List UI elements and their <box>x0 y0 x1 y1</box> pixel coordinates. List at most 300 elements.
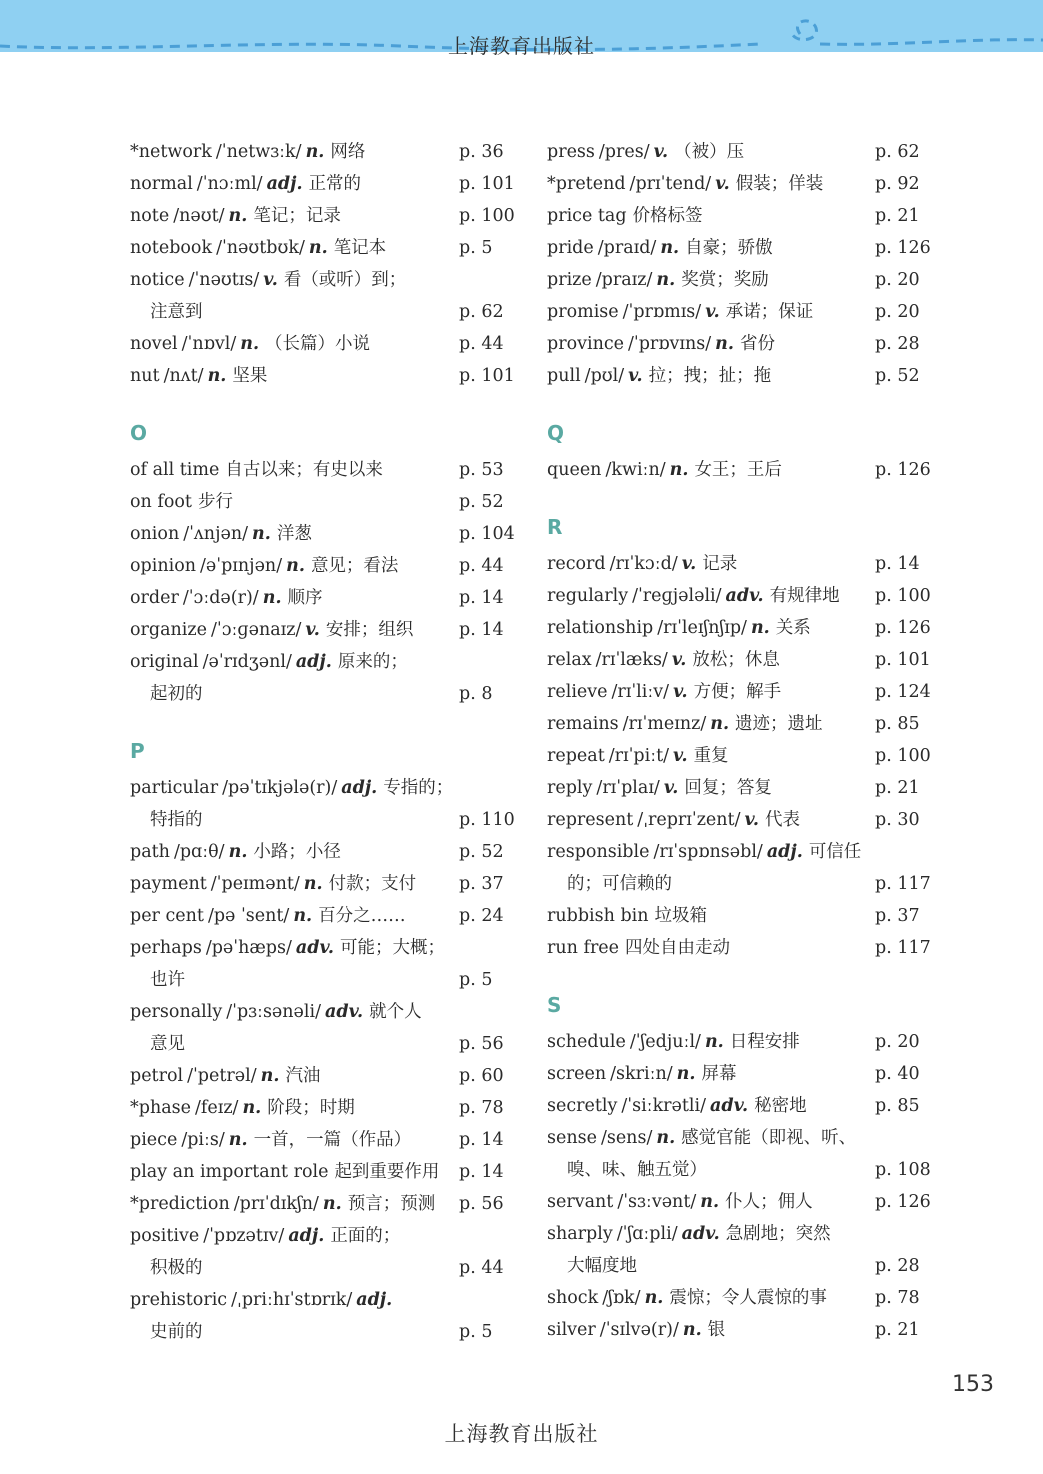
phonetic: /əˈpɪnjən/ <box>200 556 283 576</box>
headword: sense <box>547 1128 597 1148</box>
page-reference: p. 53 <box>459 460 504 480</box>
page-reference: p. 104 <box>459 524 515 544</box>
chinese-meaning: 拉；拽；扯；拖 <box>648 366 772 386</box>
headword: path <box>130 842 170 862</box>
glossary-entry <box>130 614 522 646</box>
glossary-entry <box>547 580 939 612</box>
chinese-meaning: 步行 <box>197 492 233 512</box>
page-reference: p. 28 <box>875 334 920 354</box>
part-of-speech: adj. <box>356 1290 393 1310</box>
part-of-speech: v. <box>263 270 278 290</box>
page-reference: p. 44 <box>459 334 504 354</box>
glossary-entry <box>547 548 939 580</box>
entry-continuation <box>547 1250 939 1282</box>
headword: regularly <box>547 586 629 606</box>
page-reference: p. 85 <box>875 1096 920 1116</box>
page-reference: p. 44 <box>459 556 504 576</box>
chinese-meaning: 看（或听）到； <box>283 270 407 290</box>
glossary-entry <box>130 836 522 868</box>
headword: price tag <box>547 206 627 226</box>
glossary-entry <box>130 360 522 392</box>
chinese-meaning: 积极的 <box>150 1258 203 1278</box>
headword: run free <box>547 938 620 958</box>
page-number: 153 <box>952 1372 994 1397</box>
glossary-entry <box>547 168 939 200</box>
glossary-entry <box>547 1282 939 1314</box>
glossary-column-left <box>130 136 522 1348</box>
page-reference: p. 14 <box>459 1130 504 1150</box>
headword: responsible <box>547 842 650 862</box>
chinese-meaning: 洋葱 <box>276 524 312 544</box>
page-reference: p. 5 <box>459 238 493 258</box>
glossary-entry <box>547 644 939 676</box>
glossary-entry <box>130 454 522 486</box>
phonetic: /feɪz/ <box>195 1098 239 1118</box>
chinese-meaning: 起初的 <box>150 684 203 704</box>
glossary-entry <box>130 996 522 1028</box>
glossary-entry <box>130 582 522 614</box>
chinese-meaning: 屏幕 <box>701 1064 737 1084</box>
page-reference: p. 14 <box>875 554 920 574</box>
chinese-meaning: （长篇）小说 <box>265 334 371 354</box>
phonetic: /skriːn/ <box>610 1064 673 1084</box>
glossary-entry <box>547 1314 939 1346</box>
glossary-entry <box>547 1218 939 1250</box>
headword: *pretend <box>547 174 626 194</box>
part-of-speech: n. <box>262 588 282 608</box>
headword: servant <box>547 1192 614 1212</box>
page-reference: p. 126 <box>875 460 931 480</box>
entry-continuation <box>130 296 522 328</box>
part-of-speech: adj. <box>341 778 378 798</box>
phonetic: /ˈnetwɜːk/ <box>215 142 302 162</box>
headword: notice <box>130 270 185 290</box>
headword: positive <box>130 1226 200 1246</box>
part-of-speech: n. <box>242 1098 262 1118</box>
page-reference: p. 40 <box>875 1064 920 1084</box>
chinese-meaning: 专指的； <box>383 778 454 798</box>
part-of-speech: v. <box>673 746 688 766</box>
part-of-speech: n. <box>305 142 325 162</box>
section-letter: Q <box>547 421 565 445</box>
headword: novel <box>130 334 178 354</box>
headword: *network <box>130 142 212 162</box>
glossary-entry <box>130 1092 522 1124</box>
page-reference: p. 60 <box>459 1066 504 1086</box>
chinese-meaning: 意见 <box>150 1034 185 1054</box>
phonetic: /ˈɔːdə(r)/ <box>182 588 259 608</box>
glossary-entry <box>547 1186 939 1218</box>
page-reference: p. 126 <box>875 618 931 638</box>
part-of-speech: n. <box>644 1288 664 1308</box>
headword: record <box>547 554 606 574</box>
part-of-speech: n. <box>700 1192 720 1212</box>
glossary-entry <box>130 1220 522 1252</box>
entry-continuation <box>130 1028 522 1060</box>
page-reference: p. 14 <box>459 620 504 640</box>
glossary-entry <box>130 1284 522 1316</box>
headword: particular <box>130 778 219 798</box>
phonetic: /ˈnəʊtɪs/ <box>188 270 260 290</box>
headword: original <box>130 652 199 672</box>
headword: repeat <box>547 746 605 766</box>
page-reference: p. 92 <box>875 174 920 194</box>
glossary-entry <box>547 932 939 964</box>
page-reference: p. 5 <box>459 970 493 990</box>
page-reference: p. 30 <box>875 810 920 830</box>
headword: screen <box>547 1064 607 1084</box>
page-reference: p. 108 <box>875 1160 931 1180</box>
part-of-speech: adj. <box>766 842 803 862</box>
phonetic: /rɪˈleɪʃnʃɪp/ <box>657 618 747 638</box>
headword: nut <box>130 366 160 386</box>
part-of-speech: v. <box>305 620 320 640</box>
chinese-meaning: 假装；佯装 <box>735 174 824 194</box>
phonetic: /pres/ <box>598 142 650 162</box>
glossary-entry <box>130 136 522 168</box>
headword: payment <box>130 874 207 894</box>
phonetic: /ˈprɒvɪns/ <box>628 334 712 354</box>
part-of-speech: n. <box>293 906 313 926</box>
glossary-entry <box>130 486 522 518</box>
headword: per cent <box>130 906 204 926</box>
page-reference: p. 21 <box>875 778 920 798</box>
chinese-meaning: 意见；看法 <box>310 556 399 576</box>
chinese-meaning: 震惊；令人震惊的事 <box>669 1288 827 1308</box>
chinese-meaning: 的；可信赖的 <box>567 874 672 894</box>
part-of-speech: n. <box>656 270 676 290</box>
entry-continuation <box>547 1154 939 1186</box>
part-of-speech: adj. <box>288 1226 325 1246</box>
page-reference: p. 52 <box>459 492 504 512</box>
part-of-speech: n. <box>750 618 770 638</box>
headword: petrol <box>130 1066 184 1086</box>
glossary-entry <box>547 836 939 868</box>
chinese-meaning: 日程安排 <box>729 1032 800 1052</box>
phonetic: /ˈpeɪmənt/ <box>210 874 300 894</box>
glossary-entry <box>547 1058 939 1090</box>
page-reference: p. 110 <box>459 810 515 830</box>
glossary-entry <box>130 900 522 932</box>
chinese-meaning: 百分之…… <box>318 906 406 926</box>
entry-continuation <box>130 1252 522 1284</box>
page-reference: p. 21 <box>875 1320 920 1340</box>
page-reference: p. 37 <box>459 874 504 894</box>
chinese-meaning: 特指的 <box>150 810 203 830</box>
page-reference: p. 20 <box>875 302 920 322</box>
part-of-speech: v. <box>653 142 669 162</box>
chinese-meaning: 正常的 <box>308 174 362 194</box>
headword: queen <box>547 460 602 480</box>
chinese-meaning: 急剧地；突然 <box>725 1224 831 1244</box>
headword: prize <box>547 270 592 290</box>
part-of-speech: adv. <box>710 1096 749 1116</box>
headword: organize <box>130 620 207 640</box>
part-of-speech: n. <box>682 1320 702 1340</box>
headword: secretly <box>547 1096 618 1116</box>
part-of-speech: n. <box>228 842 248 862</box>
glossary-entry <box>547 676 939 708</box>
headword: piece <box>130 1130 178 1150</box>
headword: perhaps <box>130 938 202 958</box>
part-of-speech: adj. <box>266 174 303 194</box>
phonetic: /rɪˈmeɪnz/ <box>622 714 707 734</box>
phonetic: /rɪˈspɒnsəbl/ <box>653 842 763 862</box>
part-of-speech: n. <box>260 1066 280 1086</box>
page-reference: p. 20 <box>875 270 920 290</box>
chinese-meaning: 秘密地 <box>754 1096 807 1116</box>
phonetic: /prɪˈtend/ <box>629 174 712 194</box>
phonetic: /ˈpetrəl/ <box>187 1066 257 1086</box>
part-of-speech: n. <box>704 1032 724 1052</box>
headword: play an important role <box>130 1162 329 1182</box>
headword: *prediction <box>130 1194 230 1214</box>
headword: relax <box>547 650 592 670</box>
part-of-speech: n. <box>252 524 271 544</box>
chinese-meaning: 回复；答复 <box>684 778 772 798</box>
phonetic: /ˌpriːhɪˈstɒrɪk/ <box>231 1290 353 1310</box>
glossary-entry <box>547 328 939 360</box>
headword: of all time <box>130 460 220 480</box>
glossary-entry <box>130 168 522 200</box>
part-of-speech: n. <box>669 460 689 480</box>
phonetic: /ˌreprɪˈzent/ <box>637 810 741 830</box>
headword: represent <box>547 810 634 830</box>
page-reference: p. 44 <box>459 1258 504 1278</box>
phonetic: /pə ˈsent/ <box>207 906 290 926</box>
phonetic: /ˈsɜːvənt/ <box>617 1192 697 1212</box>
page-reference: p. 117 <box>875 874 931 894</box>
section-letter: S <box>547 993 562 1017</box>
entry-continuation <box>130 964 522 996</box>
headword: schedule <box>547 1032 626 1052</box>
glossary-entry <box>547 232 939 264</box>
part-of-speech: adj. <box>295 652 332 672</box>
part-of-speech: n. <box>322 1194 342 1214</box>
glossary-entry <box>547 772 939 804</box>
chinese-meaning: 仆人；佣人 <box>725 1192 813 1212</box>
chinese-meaning: 就个人 <box>369 1002 422 1022</box>
page-reference: p. 37 <box>875 906 920 926</box>
page-reference: p. 126 <box>875 238 931 258</box>
chinese-meaning: 有规律地 <box>769 586 840 606</box>
phonetic: /ˈpɜːsənəli/ <box>226 1002 321 1022</box>
headword: normal <box>130 174 193 194</box>
section-letter: R <box>547 515 563 539</box>
chinese-meaning: 记录 <box>702 554 738 574</box>
part-of-speech: v. <box>744 810 759 830</box>
headword: personally <box>130 1002 223 1022</box>
chinese-meaning: 史前的 <box>150 1322 203 1342</box>
glossary-entry <box>130 646 522 678</box>
chinese-meaning: 网络 <box>330 142 366 162</box>
phonetic: /pʊl/ <box>584 366 625 386</box>
chinese-meaning: 放松；休息 <box>692 650 780 670</box>
part-of-speech: n. <box>286 556 305 576</box>
chinese-meaning: 也许 <box>150 970 185 990</box>
phonetic: /rɪˈpiːt/ <box>608 746 670 766</box>
glossary-entry <box>130 1188 522 1220</box>
chinese-meaning: 垃圾箱 <box>654 906 708 926</box>
glossary-entry <box>130 932 522 964</box>
headword: pull <box>547 366 581 386</box>
page-reference: p. 36 <box>459 142 504 162</box>
headword: remains <box>547 714 619 734</box>
chinese-meaning: 关系 <box>775 618 811 638</box>
page-reference: p. 100 <box>459 206 515 226</box>
phonetic: /ʃɒk/ <box>602 1288 641 1308</box>
page-reference: p. 85 <box>875 714 920 734</box>
page-reference: p. 100 <box>875 586 931 606</box>
phonetic: /rɪˈliːv/ <box>611 682 670 702</box>
phonetic: /ˈnəʊtbʊk/ <box>216 238 305 258</box>
glossary-column-right <box>547 136 939 1346</box>
chinese-meaning: 笔记本 <box>333 238 387 258</box>
part-of-speech: n. <box>308 238 328 258</box>
headword: onion <box>130 524 180 544</box>
chinese-meaning: 代表 <box>765 810 800 830</box>
glossary-entry <box>130 1156 522 1188</box>
phonetic: /rɪˈplaɪ/ <box>596 778 660 798</box>
phonetic: /pɑːθ/ <box>173 842 225 862</box>
phonetic: /praɪz/ <box>595 270 653 290</box>
headword: notebook <box>130 238 213 258</box>
footer-publisher: 上海教育出版社 <box>444 1422 599 1446</box>
phonetic: /pəˈhæps/ <box>205 938 292 958</box>
phonetic: /nʌt/ <box>163 366 204 386</box>
headword: rubbish bin <box>547 906 649 926</box>
part-of-speech: n. <box>660 238 680 258</box>
chinese-meaning: 自古以来；有史以来 <box>225 460 383 480</box>
glossary-entry <box>547 708 939 740</box>
page-reference: p. 101 <box>459 366 515 386</box>
glossary-entry <box>547 900 939 932</box>
phonetic: /ˈnɒvl/ <box>181 334 237 354</box>
chinese-meaning: 奖赏；奖励 <box>681 270 769 290</box>
chinese-meaning: （被）压 <box>674 142 745 162</box>
headword: pride <box>547 238 594 258</box>
headword: relationship <box>547 618 654 638</box>
phonetic: /ˈprɒmɪs/ <box>622 302 702 322</box>
chinese-meaning: 方便；解手 <box>693 682 782 702</box>
part-of-speech: v. <box>673 682 688 702</box>
phonetic: /rɪˈkɔːd/ <box>609 554 678 574</box>
page-reference: p. 126 <box>875 1192 931 1212</box>
chinese-meaning: 可信任 <box>808 842 862 862</box>
page-reference: p. 20 <box>875 1032 920 1052</box>
page-reference: p. 78 <box>875 1288 920 1308</box>
page-reference: p. 28 <box>875 1256 920 1276</box>
glossary-entry <box>547 804 939 836</box>
glossary-entry <box>547 200 939 232</box>
chinese-meaning: 自豪；骄傲 <box>685 238 773 258</box>
part-of-speech: v. <box>715 174 730 194</box>
chinese-meaning: 嗅、味、触五觉） <box>567 1160 707 1180</box>
phonetic: /əˈrɪdʒənl/ <box>202 652 292 672</box>
chinese-meaning: 遗迹；遗址 <box>735 714 823 734</box>
glossary-entry <box>130 1060 522 1092</box>
phonetic: /rɪˈlæks/ <box>595 650 668 670</box>
chinese-meaning: 省份 <box>739 334 775 354</box>
chinese-meaning: 笔记；记录 <box>253 206 341 226</box>
headword: order <box>130 588 179 608</box>
part-of-speech: n. <box>228 1130 248 1150</box>
header-publisher: 上海教育出版社 <box>448 34 595 58</box>
glossary-entry <box>547 296 939 328</box>
entry-continuation <box>130 804 522 836</box>
chinese-meaning: 坚果 <box>232 366 268 386</box>
phonetic: /ˈsɪlvə(r)/ <box>599 1320 679 1340</box>
phonetic: /ˈɔːɡənaɪz/ <box>210 620 302 640</box>
chinese-meaning: 注意到 <box>150 302 203 322</box>
page-reference: p. 52 <box>875 366 920 386</box>
chinese-meaning: 顺序 <box>287 588 323 608</box>
chinese-meaning: 价格标签 <box>632 206 703 226</box>
page-reference: p. 24 <box>459 906 504 926</box>
chinese-meaning: 承诺；保证 <box>725 302 814 322</box>
page-reference: p. 52 <box>459 842 504 862</box>
page-reference: p. 5 <box>459 1322 493 1342</box>
glossary-entry <box>130 232 522 264</box>
part-of-speech: n. <box>240 334 260 354</box>
glossary-entry <box>547 136 939 168</box>
page-reference: p. 8 <box>459 684 493 704</box>
part-of-speech: adv. <box>681 1224 720 1244</box>
headword: note <box>130 206 170 226</box>
glossary-entry <box>547 1122 939 1154</box>
page-reference: p. 56 <box>459 1194 504 1214</box>
page-reference: p. 101 <box>459 174 515 194</box>
chinese-meaning: 预言；预测 <box>347 1194 436 1214</box>
chinese-meaning: 女王；王后 <box>694 460 782 480</box>
section-letter: P <box>130 739 145 763</box>
part-of-speech: n. <box>303 874 323 894</box>
glossary-entry <box>130 868 522 900</box>
headword: reply <box>547 778 593 798</box>
headword: shock <box>547 1288 599 1308</box>
glossary-entry <box>547 360 939 392</box>
chinese-meaning: 小路；小径 <box>253 842 341 862</box>
glossary-entry <box>130 1124 522 1156</box>
phonetic: /nəʊt/ <box>173 206 225 226</box>
chinese-meaning: 重复 <box>693 746 729 766</box>
glossary-entry <box>130 200 522 232</box>
phonetic: /ˈʃedjuːl/ <box>629 1032 701 1052</box>
page-reference: p. 78 <box>459 1098 504 1118</box>
part-of-speech: adv. <box>325 1002 364 1022</box>
page-reference: p. 117 <box>875 938 931 958</box>
chinese-meaning: 汽油 <box>285 1066 321 1086</box>
page-reference: p. 62 <box>875 142 920 162</box>
phonetic: /kwiːn/ <box>605 460 666 480</box>
chinese-meaning: 付款；支付 <box>328 874 417 894</box>
phonetic: /ˈreɡjələli/ <box>632 586 722 606</box>
entry-continuation <box>130 678 522 710</box>
chinese-meaning: 起到重要作用 <box>334 1162 440 1182</box>
phonetic: /praɪd/ <box>597 238 657 258</box>
page-reference: p. 100 <box>875 746 931 766</box>
page-reference: p. 14 <box>459 1162 504 1182</box>
headword: *phase <box>130 1098 191 1118</box>
glossary-entry <box>547 612 939 644</box>
entry-continuation <box>130 1316 522 1348</box>
phonetic: /piːs/ <box>181 1130 225 1150</box>
phonetic: /ˈnɔːml/ <box>196 174 263 194</box>
phonetic: /sens/ <box>600 1128 653 1148</box>
part-of-speech: n. <box>207 366 227 386</box>
phonetic: /prɪˈdɪkʃn/ <box>233 1194 319 1214</box>
entry-continuation <box>547 868 939 900</box>
